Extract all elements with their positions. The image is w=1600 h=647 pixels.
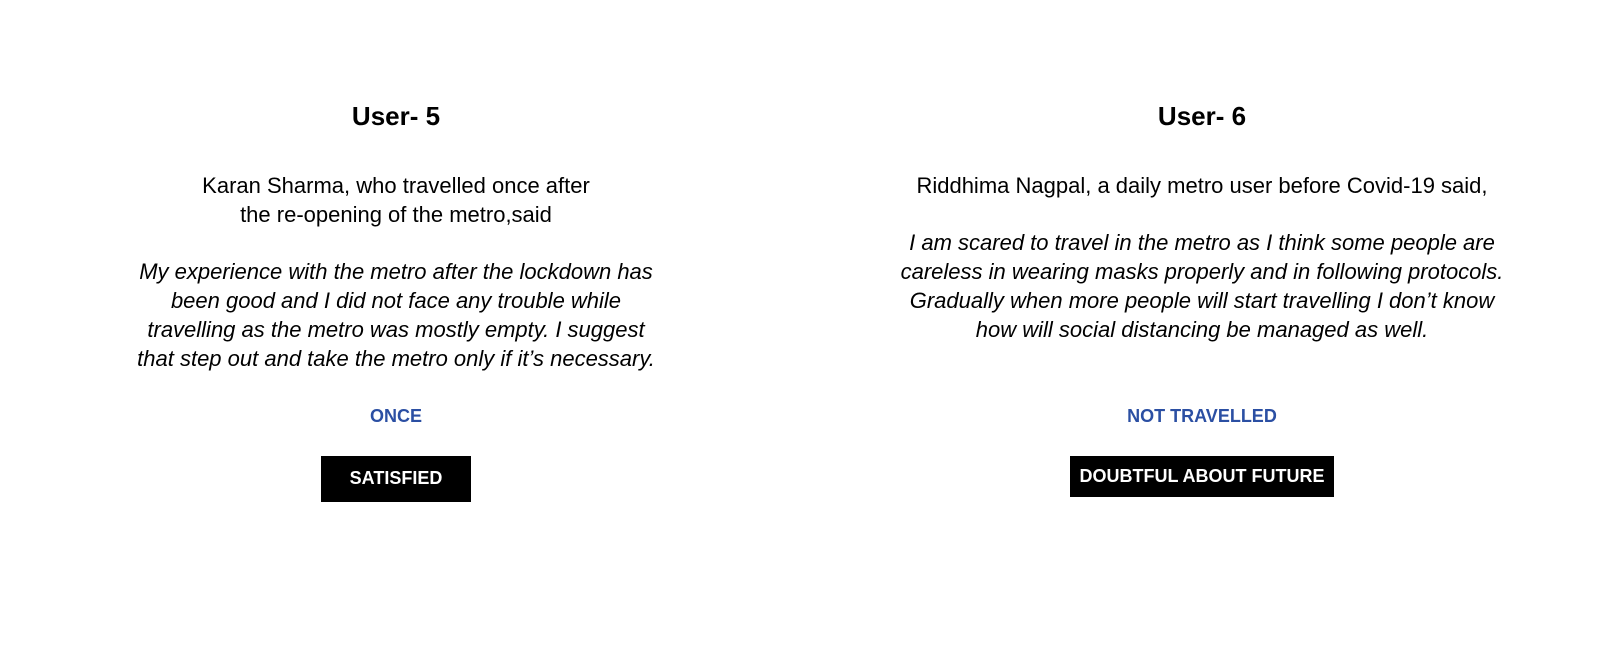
user-quote: I am scared to travel in the metro as I think some people are careless in wearing masks properly and in following protocols. Gradually when more people will start travelling I don’t know how will social distancing be managed as well. [900,230,1504,342]
sentiment-badge: DOUBTFUL ABOUT FUTURE [1070,456,1335,497]
travel-frequency-label: ONCE [369,406,422,426]
user-intro: Riddhima Nagpal, a daily metro user before Covid-19 said, [916,173,1488,198]
sentiment-badge: SATISFIED [321,456,472,502]
travel-frequency-label: NOT TRAVELLED [1127,406,1277,426]
user-quote: My experience with the metro after the lockdown has been good and I did not face any trouble while travelling as the metro was mostly empty. I suggest that step out and take the metro only if it’s necessary. [137,259,655,371]
user-intro: Karan Sharma, who travelled once after the re-opening of the metro,said [202,173,590,227]
user-title: User- 5 [351,101,441,131]
user-title: User- 6 [1157,101,1247,131]
